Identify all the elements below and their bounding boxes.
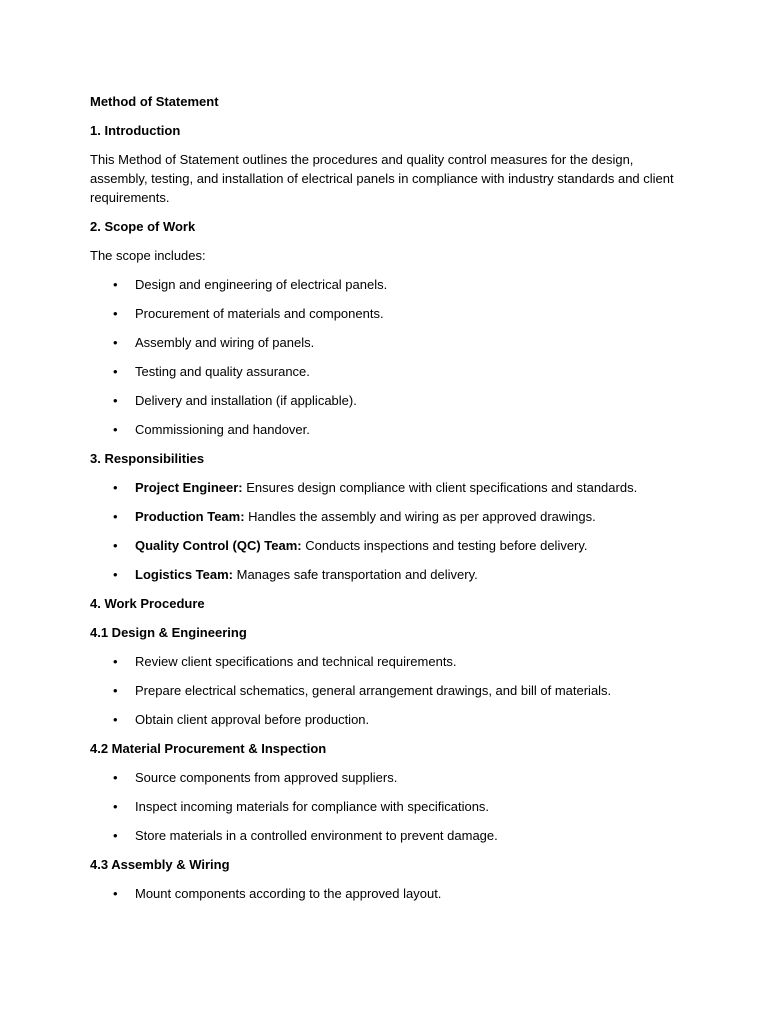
list-item	[90, 565, 678, 584]
bullet-icon: •	[113, 567, 118, 582]
responsibilities-list	[90, 478, 678, 584]
bullet-icon: •	[113, 306, 118, 321]
list-item	[90, 478, 678, 497]
list-item: • Commissioning and handover.	[113, 422, 310, 437]
bullet-icon: •	[113, 335, 118, 350]
role-description: Handles the assembly and wiring as per approved drawings.	[244, 509, 596, 524]
list-item: • Procurement of materials and components.	[113, 306, 384, 321]
bullet-icon: •	[113, 509, 118, 524]
bullet-icon: •	[113, 886, 118, 901]
role-description: Ensures design compliance with client specifications and standards.	[242, 480, 638, 495]
bullet-icon: •	[113, 538, 118, 553]
section-heading-introduction: 1. Introduction	[90, 123, 181, 138]
list-item: • Assembly and wiring of panels.	[113, 335, 315, 350]
section-heading-responsibilities: 3. Responsibilities	[90, 451, 205, 466]
role-description: Conducts inspections and testing before delivery.	[301, 538, 588, 553]
list-item: • Obtain client approval before production.	[113, 712, 370, 727]
role-description: Manages safe transportation and delivery.	[233, 567, 478, 582]
bullet-icon: •	[113, 393, 118, 408]
bullet-icon: •	[113, 364, 118, 379]
bullet-icon: •	[113, 712, 118, 727]
list-item: • Store materials in a controlled environment to prevent damage.	[113, 828, 498, 843]
list-item: • Mount components according to the approved layout.	[113, 886, 442, 901]
list-item	[90, 536, 678, 555]
bullet-icon: •	[113, 799, 118, 814]
list-item: • Prepare electrical schematics, general arrangement drawings, and bill of materials.	[113, 683, 612, 698]
bullet-icon: •	[113, 770, 118, 785]
introduction-paragraph: This Method of Statement outlines the procedures and quality control measures for the design, assembly, testing, and installation of electrical panels in compliance with industry standards and client requirements.	[90, 152, 674, 205]
assembly-list	[90, 884, 678, 903]
bullet-icon: •	[113, 277, 118, 292]
procurement-list	[90, 768, 678, 845]
design-list	[90, 652, 678, 729]
bullet-icon: •	[113, 422, 118, 437]
list-item: • Inspect incoming materials for compliance with specifications.	[113, 799, 490, 814]
scope-intro: The scope includes:	[90, 248, 206, 263]
list-item	[90, 507, 678, 526]
subsection-heading-assembly: 4.3 Assembly & Wiring	[90, 857, 230, 872]
subsection-heading-design: 4.1 Design & Engineering	[90, 625, 247, 640]
bullet-icon: •	[113, 683, 118, 698]
bullet-icon: •	[113, 480, 118, 495]
subsection-heading-procurement: 4.2 Material Procurement & Inspection	[90, 741, 327, 756]
scope-list	[90, 275, 678, 439]
bullet-icon: •	[113, 654, 118, 669]
document-title: Method of Statement	[90, 94, 219, 109]
list-item: • Design and engineering of electrical panels.	[113, 277, 388, 292]
role-label: Project Engineer:	[135, 480, 243, 495]
role-label: Logistics Team:	[135, 567, 234, 582]
section-heading-work-procedure: 4. Work Procedure	[90, 596, 205, 611]
section-heading-scope: 2. Scope of Work	[90, 219, 196, 234]
list-item: • Review client specifications and technical requirements.	[113, 654, 457, 669]
list-item: • Source components from approved suppliers.	[113, 770, 398, 785]
role-label: Quality Control (QC) Team:	[135, 538, 302, 553]
bullet-icon: •	[113, 828, 118, 843]
list-item: • Testing and quality assurance.	[113, 364, 310, 379]
list-item: • Delivery and installation (if applicable).	[113, 393, 357, 408]
role-label: Production Team:	[135, 509, 245, 524]
